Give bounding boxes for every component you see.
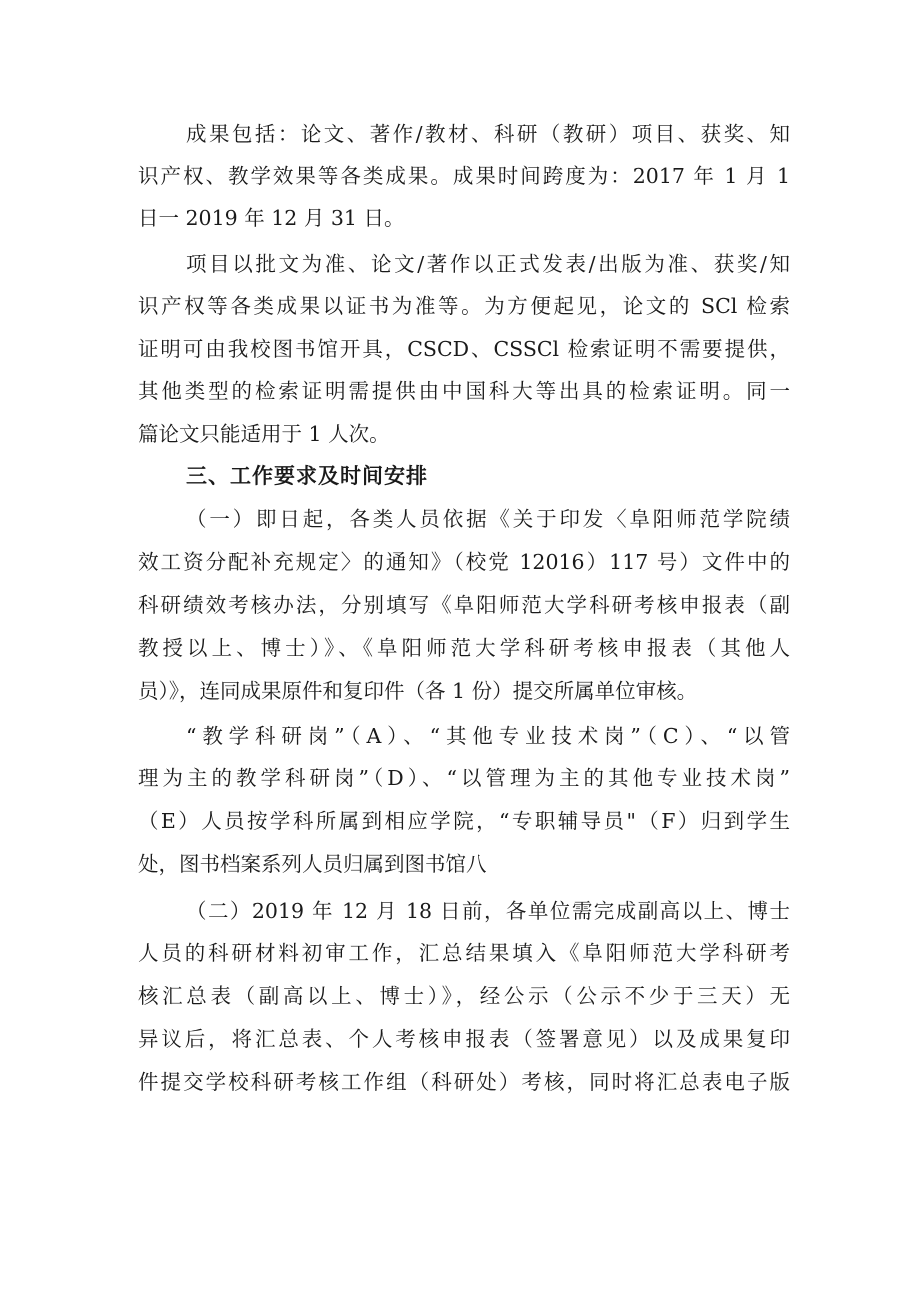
paragraph-2-line-3: 证明可由我校图书馆开具，CSCD、CSSCl 检索证明不需要提供， (138, 337, 790, 361)
paragraph-2-line-1: 项目以批文为准、论文/著作以正式发表/出版为准、获奖/知 (186, 252, 790, 276)
paragraph-4-line-4: 处，图书档案系列人员归属到图书馆八 (138, 852, 487, 876)
paragraph-5-line-1: （二）2019 年 12 月 18 日前，各单位需完成副高以上、博士 (186, 899, 790, 923)
paragraph-5-line-4: 异议后，将汇总表、个人考核申报表（签署意见）以及成果复印 (138, 1027, 790, 1051)
paragraph-3-line-1: （一）即日起，各类人员依据《关于印发〈阜阳师范学院绩 (186, 507, 790, 531)
paragraph-5-line-2: 人员的科研材料初审工作，汇总结果填入《阜阳师范大学科研考 (138, 941, 790, 965)
paragraph-1-line-3: 日一 2019 年 12 月 31 日。 (138, 206, 405, 230)
section-heading: 三、工作要求及时间安排 (186, 464, 428, 488)
paragraph-5-line-3: 核汇总表（副高以上、博士）》，经公示（公示不少于三天）无 (138, 984, 790, 1008)
paragraph-2-line-2: 识产权等各类成果以证书为准等。为方便起见，论文的 SCl 检索 (138, 294, 790, 318)
paragraph-4-line-3: （E）人员按学科所属到相应学院，“专职辅导员"（F）归到学生 (138, 809, 790, 833)
paragraph-3-line-4: 教授以上、博士）》、《阜阳师范大学科研考核申报表（其他人 (138, 636, 790, 660)
paragraph-5-line-5: 件提交学校科研考核工作组（科研处）考核，同时将汇总表电子版 (138, 1070, 790, 1094)
paragraph-4-line-1: “教学科研岗”（A）、“其他专业技术岗”（C）、“以管 (186, 724, 790, 748)
paragraph-2-line-5: 篇论文只能适用于 1 人次。 (138, 422, 390, 446)
paragraph-3-line-5: 员）》，连同成果原件和复印件（各 1 份）提交所属单位审核。 (138, 679, 698, 703)
paragraph-3-line-2: 效工资分配补充规定〉的通知》（校党 12016）117 号）文件中的 (138, 550, 790, 574)
paragraph-4-line-2: 理为主的教学科研岗”（D）、“以管理为主的其他专业技术岗” (138, 766, 790, 790)
paragraph-1-line-2: 识产权、教学效果等各类成果。成果时间跨度为：2017 年 1 月 1 (138, 164, 790, 188)
paragraph-2-line-4: 其他类型的检索证明需提供由中国科大等出具的检索证明。同一 (138, 379, 790, 403)
paragraph-3-line-3: 科研绩效考核办法，分别填写《阜阳师范大学科研考核申报表（副 (138, 593, 790, 617)
paragraph-1-line-1: 成果包括：论文、著作/教材、科研（教研）项目、获奖、知 (186, 122, 790, 146)
